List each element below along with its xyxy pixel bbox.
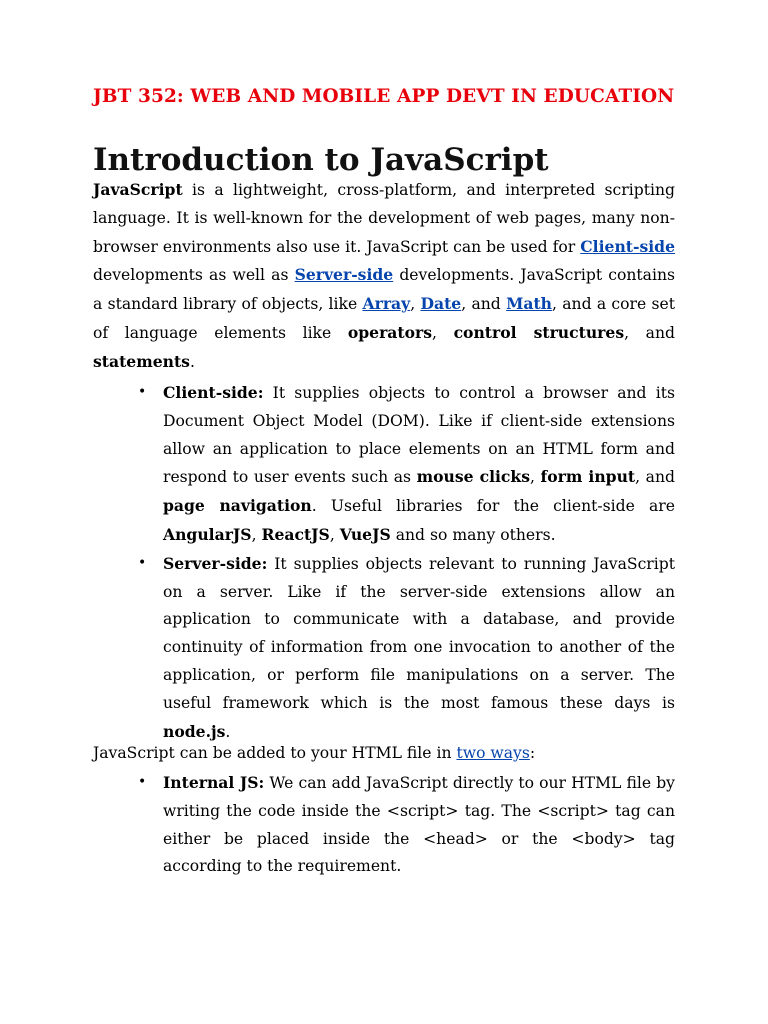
page-navigation-term: page navigation bbox=[163, 496, 312, 516]
statements-term: statements bbox=[93, 351, 190, 371]
ways-text: : bbox=[529, 744, 536, 762]
bullet-text: . Useful libraries for the client-side are bbox=[311, 497, 675, 516]
ways-text: JavaScript can be added to your HTML file in bbox=[93, 744, 457, 762]
bullet-text: . bbox=[225, 722, 231, 741]
bullet-text: and so many others. bbox=[390, 525, 556, 544]
mouse-clicks-term: mouse clicks bbox=[416, 467, 531, 487]
control-structures-term: control structures bbox=[453, 322, 625, 342]
bullet-text: It supplies objects to control a browser and its Document Object Model (DOM). Like if client-side extensions allow an application to place elements on an HTML form and respond to user events such as bbox=[163, 384, 675, 487]
bullet-text: It supplies objects relevant to running JavaScript on a server. Like if the server-side extensions allow an application to communicate with a database, and provide continuity of information from one invocation to another of the application, or perform file manipulations on a server. The useful framework which is the most famous these days is bbox=[163, 554, 675, 712]
date-link[interactable]: Date bbox=[420, 294, 462, 314]
operators-term: operators bbox=[347, 322, 432, 342]
ways-paragraph bbox=[93, 740, 535, 768]
client-side-link[interactable]: Client-side bbox=[580, 236, 675, 256]
bullet-text: We can add JavaScript directly to our HTML file by writing the code inside the <script> tag. The <script> tag can either be placed inside the <head> or the <body> tag according to the requirement. bbox=[163, 774, 675, 876]
bullet-icon: • bbox=[138, 384, 147, 400]
intro-text: , and bbox=[461, 295, 507, 314]
math-link[interactable]: Math bbox=[506, 294, 552, 314]
bullet-lead: Internal JS: bbox=[163, 773, 265, 792]
list-item bbox=[93, 550, 675, 747]
intro-js-bold: JavaScript bbox=[93, 180, 183, 199]
intro-text: developments as well as bbox=[93, 266, 295, 285]
reactjs-term: ReactJS bbox=[261, 524, 330, 544]
intro-text: , bbox=[410, 295, 421, 314]
bullet-text: , bbox=[530, 468, 541, 487]
intro-text: , and a core set of language elements like bbox=[93, 295, 675, 342]
array-link[interactable]: Array bbox=[362, 294, 411, 314]
bullet-icon: • bbox=[138, 774, 147, 790]
bullet-text: , and bbox=[635, 468, 675, 487]
angularjs-term: AngularJS bbox=[163, 524, 252, 544]
page-title: Introduction to JavaScript bbox=[93, 142, 549, 178]
bullet-icon: • bbox=[138, 554, 147, 571]
bullet-lead: Client-side: bbox=[163, 383, 264, 402]
list-item bbox=[93, 769, 675, 881]
course-heading: JBT 352: WEB AND MOBILE APP DEVT IN EDUCATION bbox=[93, 86, 675, 107]
nodejs-term: node.js bbox=[163, 721, 226, 741]
intro-text: , bbox=[432, 323, 454, 342]
bullet-lead: Server-side: bbox=[163, 553, 268, 573]
bullet-text: , bbox=[329, 525, 340, 544]
sides-bullet-list bbox=[93, 379, 675, 746]
form-input-term: form input bbox=[540, 467, 636, 487]
intro-text: , and bbox=[624, 323, 675, 342]
list-item bbox=[93, 379, 675, 550]
server-side-link[interactable]: Server-side bbox=[294, 265, 394, 285]
intro-text: developments. JavaScript contains a standard library of objects, like bbox=[93, 266, 675, 314]
vuejs-term: VueJS bbox=[339, 524, 391, 544]
intro-text: . bbox=[189, 352, 195, 371]
bullet-text: , bbox=[251, 525, 262, 544]
two-ways-link[interactable]: two ways bbox=[456, 744, 530, 762]
intro-text: is a lightweight, cross-platform, and interpreted scripting language. It is well-known for the development of web pages, many non-browser environments also use it. JavaScript can be used for bbox=[93, 181, 675, 256]
intro-paragraph bbox=[93, 176, 675, 377]
ways-bullet-list bbox=[93, 769, 675, 881]
